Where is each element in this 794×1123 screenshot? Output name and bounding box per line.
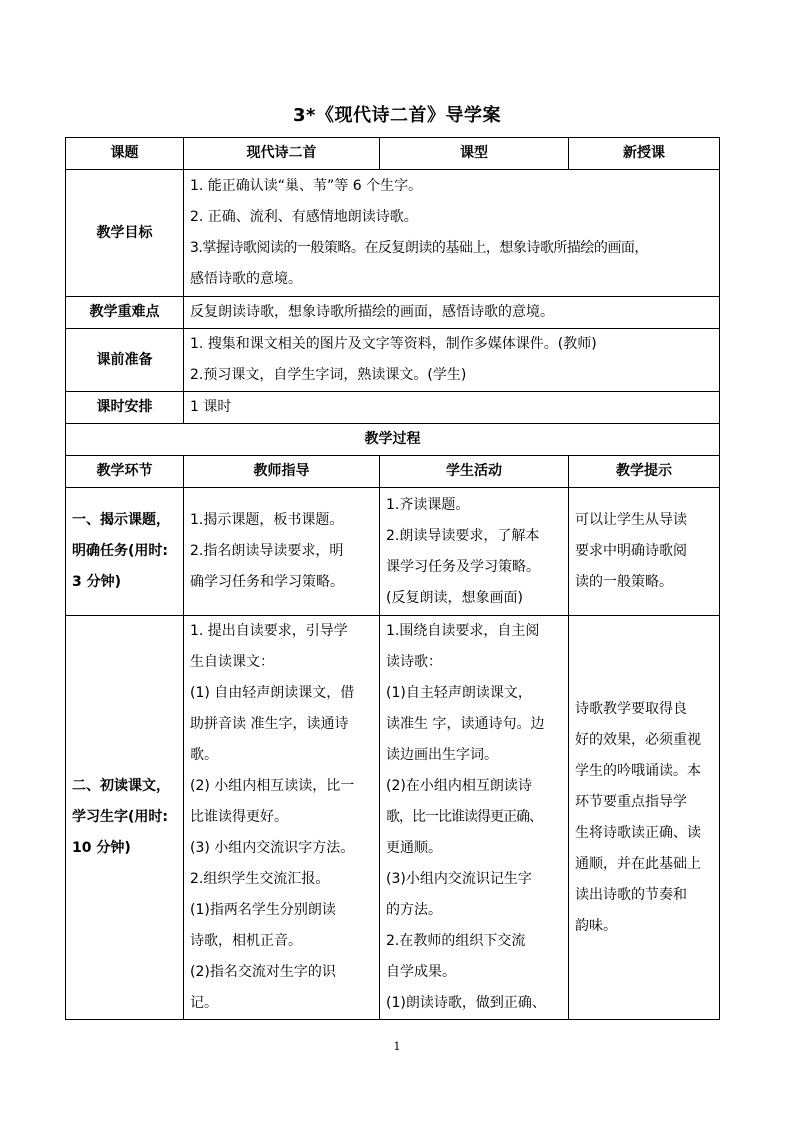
- student-line: 更通顺。: [386, 840, 442, 856]
- teacher-guidance-cell: [184, 488, 380, 616]
- document-title: 3*《现代诗二首》导学案: [293, 105, 501, 126]
- column-header-tips: 教学提示: [569, 456, 720, 488]
- column-header-teacher: 教师指导: [184, 456, 380, 488]
- topic-row: [66, 138, 720, 170]
- process-title: 教学过程: [66, 424, 720, 456]
- student-activity-cell: [380, 616, 569, 1020]
- teacher-line: (2)指名交流对生字的识: [190, 964, 336, 980]
- teacher-line: (1) 自由轻声朗读课文，借: [190, 685, 355, 701]
- tips-line: 读的一般策略。: [575, 574, 673, 590]
- tips-line: 好的效果，必须重视: [575, 731, 701, 748]
- student-line: 自学成果。: [386, 964, 456, 980]
- teaching-tips-cell: [569, 488, 720, 616]
- stage-label: [66, 616, 184, 1020]
- student-line: 读诗歌：: [386, 654, 442, 670]
- goals-row: [66, 170, 720, 297]
- preparation-content: [184, 329, 720, 392]
- goal-line: 1. 能正确认读“巢、苇”等 6 个生字。: [190, 178, 423, 194]
- goal-line: 3.掌握诗歌阅读的一般策略。在反复朗读的基础上，想象诗歌所描绘的画面，: [190, 240, 648, 256]
- teacher-line: 歌。: [190, 747, 218, 763]
- column-header-student: 学生活动: [380, 456, 569, 488]
- preparation-label: 课前准备: [66, 329, 184, 392]
- teaching-tips-cell: [569, 616, 720, 1020]
- stage-label-line: 二、初读课文，: [72, 778, 170, 794]
- student-line: 2.在教师的组织下交流: [386, 933, 526, 949]
- student-line: (反复朗读，想象画面): [386, 589, 523, 606]
- preparation-row: [66, 329, 720, 392]
- student-line: (1)朗读诗歌，做到正确、: [386, 995, 546, 1011]
- student-activity-cell: [380, 488, 569, 616]
- process-title-row: [66, 424, 720, 456]
- tips-line: 读出诗歌的节奏和: [575, 886, 687, 903]
- lesson-type-label: 课型: [380, 138, 569, 170]
- teacher-line: (2) 小组内相互读读，比一: [190, 778, 355, 794]
- goals-label: 教学目标: [66, 170, 184, 297]
- stage-row: [66, 488, 720, 616]
- preparation-line: 2.预习课文，自学生字词，熟读课文。(学生): [190, 367, 467, 383]
- student-line: 读准生 字，读通诗句。边: [386, 716, 545, 732]
- process-header-row: [66, 456, 720, 488]
- key-points-label: 教学重难点: [66, 297, 184, 329]
- page-number: 1: [393, 1040, 401, 1053]
- tips-line: 通顺，并在此基础上: [575, 855, 701, 872]
- tips-line: 要求中明确诗歌阅: [575, 543, 687, 559]
- lesson-type-value: 新授课: [569, 138, 720, 170]
- goals-content: [184, 170, 720, 297]
- teacher-line: 2.指名朗读导读要求，明: [190, 543, 344, 559]
- teacher-line: 2.组织学生交流汇报。: [190, 871, 330, 887]
- student-line: 2.朗读导读要求，了解本: [386, 527, 540, 544]
- stage-label-line: 10 分钟): [72, 840, 131, 856]
- student-line: 1.围绕自读要求，自主阅: [386, 623, 540, 639]
- teacher-line: 确学习任务和学习策略。: [190, 574, 344, 590]
- preparation-line: 1. 搜集和课文相关的图片及文字等资料，制作多媒体课件。(教师): [190, 336, 597, 352]
- teacher-line: 1.揭示课题，板书课题。: [190, 512, 344, 528]
- tips-line: 生将诗歌读正确、读: [575, 824, 701, 841]
- stage-label-line: 3 分钟): [72, 574, 122, 590]
- teacher-line: 记。: [190, 995, 218, 1011]
- schedule-label: 课时安排: [66, 392, 184, 424]
- teacher-line: 生自读课文：: [190, 654, 274, 670]
- stage-label: [66, 488, 184, 616]
- goal-line: 感悟诗歌的意境。: [190, 271, 302, 287]
- tips-line: 学生的吟哦诵读。本: [575, 762, 701, 779]
- teacher-line: 助拼音读 准生字，读通诗: [190, 716, 349, 732]
- student-line: 课学习任务及学习策略。: [386, 558, 540, 575]
- teacher-line: (1)指两名学生分别朗读: [190, 902, 336, 918]
- student-line: 的方法。: [386, 902, 442, 918]
- teacher-line: 1. 提出自读要求，引导学: [190, 623, 348, 639]
- key-points-content: 反复朗读诗歌，想象诗歌所描绘的画面，感悟诗歌的意境。: [184, 297, 720, 329]
- tips-line: 诗歌教学要取得良: [575, 700, 687, 717]
- stage-row: [66, 616, 720, 1020]
- student-line: (1)自主轻声朗读课文，: [386, 685, 532, 701]
- key-points-row: [66, 297, 720, 329]
- schedule-row: [66, 392, 720, 424]
- student-line: (3)小组内交流识记生字: [386, 871, 532, 887]
- stage-label-line: 明确任务(用时:: [72, 543, 168, 559]
- topic-label: 课题: [66, 138, 184, 170]
- student-line: (2)在小组内相互朗读诗: [386, 778, 532, 794]
- lesson-plan-table: [65, 137, 720, 1020]
- topic-value: 现代诗二首: [184, 138, 380, 170]
- tips-line: 韵味。: [575, 917, 617, 934]
- tips-line: 可以让学生从导读: [575, 512, 687, 528]
- student-line: 1.齐读课题。: [386, 496, 470, 513]
- stage-label-line: 一、揭示课题，: [72, 512, 170, 528]
- column-header-stage: 教学环节: [66, 456, 184, 488]
- stage-label-line: 学习生字(用时:: [72, 809, 168, 825]
- teacher-line: 诗歌，相机正音。: [190, 933, 302, 949]
- student-line: 歌，比一比谁读得更正确、: [386, 809, 542, 825]
- teacher-line: 比谁读得更好。: [190, 809, 288, 825]
- student-line: 读边画出生字词。: [386, 747, 498, 763]
- schedule-content: 1 课时: [184, 392, 720, 424]
- teacher-line: (3) 小组内交流识字方法。: [190, 840, 355, 856]
- tips-line: 环节要重点指导学: [575, 793, 687, 810]
- teacher-guidance-cell: [184, 616, 380, 1020]
- goal-line: 2. 正确、流利、有感情地朗读诗歌。: [190, 209, 418, 225]
